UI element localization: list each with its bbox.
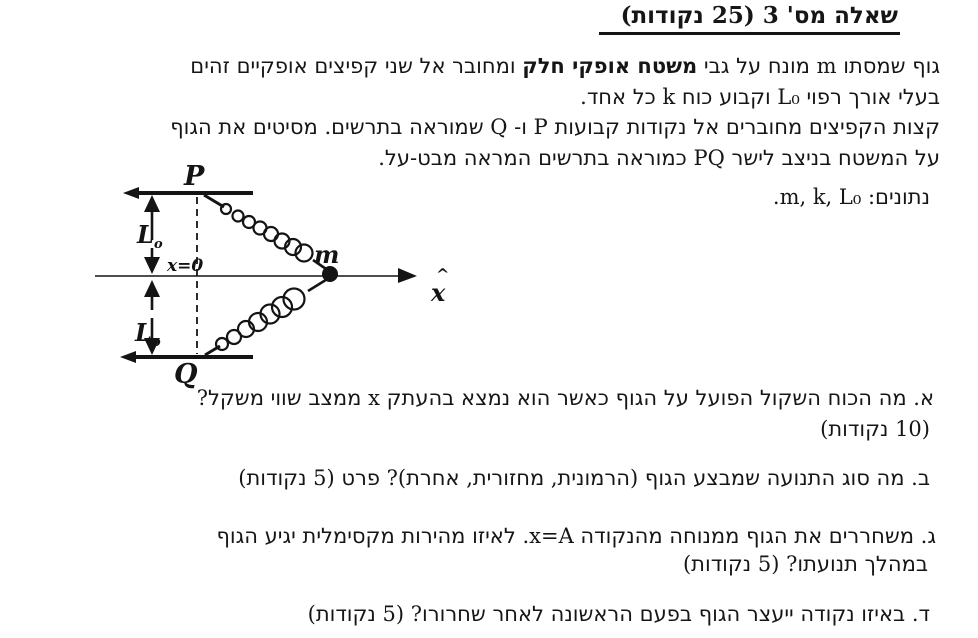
intro-line-1-pre: גוף שמסתו m מונח על גבי: [697, 54, 940, 78]
bottom-rest-length-subscript: o: [152, 335, 161, 350]
top-spring: [204, 195, 329, 271]
intro-line-3: קצות הקפיצים מחוברים אל נקודות קבועות P ו- Q שמוראה בתרשים. מסיטים את הגוף: [170, 115, 940, 139]
intro-line-2: בעלי אורך רפוי L₀ וקבוע כוח k כל אחד.: [580, 85, 940, 109]
axis-hat-icon: ^: [436, 265, 450, 284]
bottom-wall-left-arrow-icon: [120, 351, 136, 363]
axis-x-label: x: [431, 278, 446, 307]
top-length-arrow-down-head-icon: [144, 257, 160, 274]
origin-label: x=0: [167, 256, 204, 276]
springs-diagram: [85, 148, 465, 390]
mass-label: m: [314, 240, 340, 269]
question-a-line-1: א. מה הכוח השקול הפועל על הגוף כאשר הוא נמצא בהעתק x ממצב שווי משקל?: [196, 386, 934, 410]
question-title: שאלה מס' 3 (25 נקודות): [599, 2, 900, 35]
point-q-label: Q: [174, 359, 198, 390]
question-a-points: (10 נקודות): [820, 417, 930, 441]
bottom-spring: [205, 278, 329, 355]
question-c-line-2: במהלך תנועתו? (5 נקודות): [682, 552, 928, 576]
point-p-label: P: [184, 161, 205, 192]
intro-line-1-post: ומחובר אל שני קפיצים אופקיים זהים: [190, 54, 523, 78]
givens-line: נתונים: m, k, L₀.: [772, 185, 930, 209]
question-c-line-1: ג. משחררים את הגוף ממנוחה מהנקודה x=A. לאיזו מהירות מקסימלית יגיע הגוף: [216, 524, 936, 548]
question-b: ב. מה סוג התנועה שמבצע הגוף (הרמונית, מחזורית, אחרת)? פרט (5 נקודות): [238, 466, 930, 490]
question-d: ד. באיזו נקודה ייעצר הגוף בפעם הראשונה לאחר שחרורו? (5 נקודות): [307, 602, 930, 626]
top-rest-length-label: L: [137, 220, 154, 249]
x-axis-arrowhead-icon: [398, 268, 417, 283]
top-length-arrow-up-head-icon: [144, 195, 160, 212]
top-wall-left-arrow-icon: [123, 187, 139, 199]
intro-line-1: [190, 52, 940, 80]
top-rest-length-subscript: o: [154, 237, 163, 252]
intro-line-4: על המשטח בניצב לישר PQ כמוראה בתרשים המראה מבט-על.: [378, 146, 940, 170]
intro-line-1-bold: משטח אופקי חלק: [522, 53, 698, 78]
bottom-rest-length-label: L: [135, 318, 152, 347]
bottom-length-arrow-up-head-icon: [144, 280, 160, 297]
